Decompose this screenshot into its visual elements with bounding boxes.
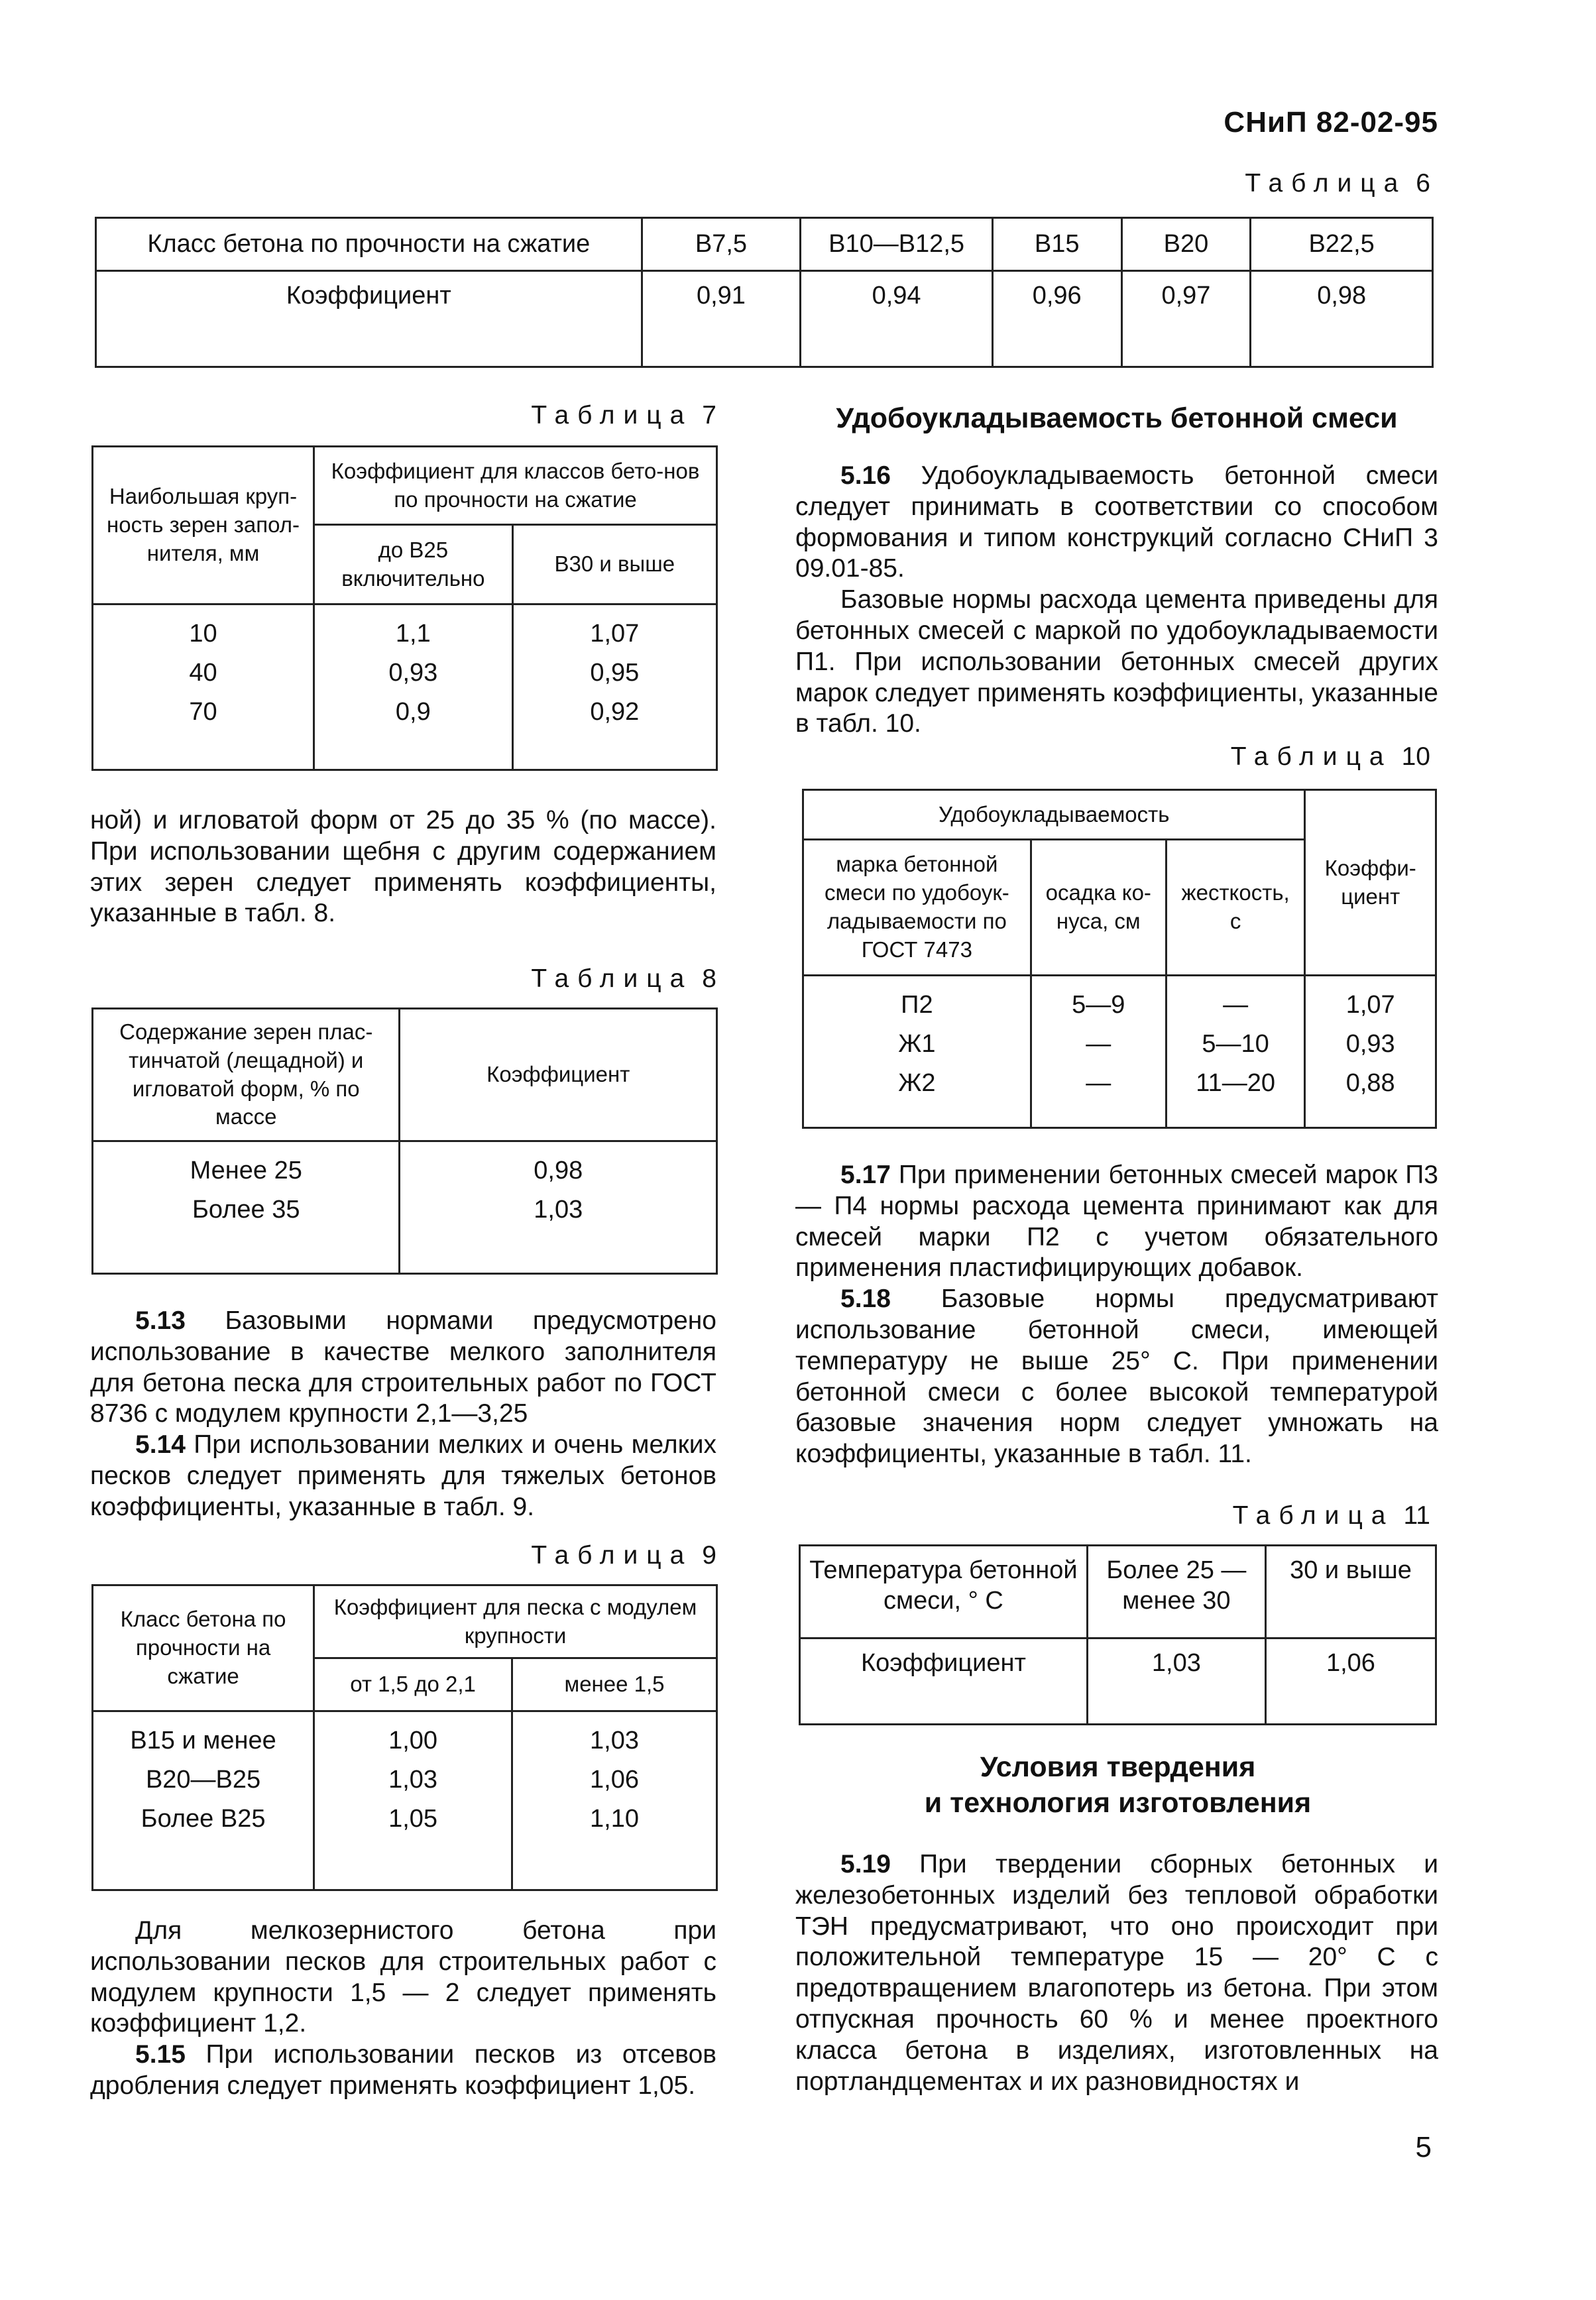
paragraph-group [90, 1306, 716, 1523]
table-9-label [531, 1541, 716, 1570]
table-label-number: 10 [1401, 742, 1430, 771]
section-heading: Удобоукладываемость бетонной смеси [836, 402, 1398, 434]
table-row [800, 1639, 1436, 1725]
paragraph-group [90, 1916, 716, 2102]
table-value: 1,10 [590, 1804, 639, 1833]
table-cell [314, 604, 513, 770]
paragraph [90, 805, 716, 929]
table-value: — [1086, 1029, 1112, 1058]
table-cell: 0,96 [992, 271, 1121, 367]
table-value: 40 [189, 658, 217, 687]
paragraph-text: При твердении сборных бетонных и железобетонных изделий без тепловой обработки ТЭН предусматривают, что оно происходит при положительной температуре 15 — 20° С с предотвращением влагопотерь из бетона. При этом отпускная прочность 60 % и менее проектного класса бетона в изделиях, изготовленных на портландцементах и их разновидностях и [795, 1850, 1438, 2096]
table-value: 1,03 [388, 1765, 438, 1794]
paragraph-number: 5.18 [840, 1285, 891, 1314]
paragraph-5-18 [795, 1284, 1438, 1470]
table-header-cell: менее 1,5 [512, 1658, 717, 1711]
table-header-cell: Коэффициент [400, 1009, 717, 1141]
table-value: 1,07 [590, 620, 640, 648]
table-value: В15 и менее [130, 1727, 276, 1754]
table-header-cell: Содержание зерен плас-тинчатой (лещадной) и игловатой форм, % по массе [93, 1009, 400, 1141]
paragraph-group [795, 461, 1438, 740]
table-11 [799, 1544, 1437, 1725]
table-row [93, 1585, 717, 1658]
table-row [803, 976, 1436, 1128]
table-cell: 1,03 [1087, 1639, 1265, 1725]
table-label-number: 8 [702, 964, 716, 993]
table-header-cell: Коэффи-циент [1305, 790, 1436, 976]
table-header-cell: В30 и выше [512, 525, 716, 604]
table-cell [1166, 976, 1305, 1128]
table-header-cell: Класс бетона по прочности на сжатие [93, 1585, 314, 1711]
table-value: 70 [189, 697, 217, 726]
table-header-cell: Более 25 — менее 30 [1087, 1546, 1265, 1639]
table-label-number: 6 [1416, 169, 1430, 198]
table-row [93, 1711, 717, 1890]
table-cell [1031, 976, 1166, 1128]
table-cell [512, 604, 716, 770]
table-label-number: 7 [702, 401, 716, 430]
table-value: 0,88 [1345, 1068, 1395, 1097]
table-value: 1,03 [534, 1195, 583, 1224]
table-value: В20—В25 [145, 1765, 261, 1794]
table-header-cell: Коэффициент для песка с модулем крупности [314, 1585, 717, 1658]
paragraph-group [795, 1160, 1438, 1470]
paragraph-group [795, 1849, 1438, 2097]
paragraph-text: Удобоукладываемость бетонной смеси следует принимать в соответствии со способом формования и типом конструкций согласно СНиП 3 09.01-85. [795, 461, 1438, 583]
table-8-label [531, 964, 716, 994]
table-value: Более В25 [141, 1804, 266, 1833]
paragraph-number: 5.19 [840, 1850, 891, 1878]
table-label-word: Таблица [1232, 1501, 1395, 1530]
table-cell [512, 1711, 717, 1890]
paragraph-text: При использовании мелких и очень мелких песков следует применять для тяжелых бетонов коэффициенты, указанные в табл. 9. [90, 1430, 716, 1521]
table-value: 1,06 [590, 1765, 639, 1794]
table-header-cell: 30 и выше [1265, 1546, 1436, 1639]
document-code: СНиП 82-02-95 [1224, 106, 1438, 139]
table-value: 1,1 [395, 620, 431, 648]
table-cell: В22,5 [1251, 218, 1433, 271]
paragraph-text: Базовыми нормами предусмотрено использование в качестве мелкого заполнителя для бетона песка для строительных работ по ГОСТ 8736 с модулем крупности 2,1—3,25 [90, 1306, 716, 1428]
table-row [93, 447, 717, 525]
paragraph-number: 5.17 [840, 1161, 891, 1189]
table-label-number: 11 [1403, 1501, 1430, 1530]
table-header-cell: до В25 включительно [314, 525, 513, 604]
table-header-cell: от 1,5 до 2,1 [314, 1658, 512, 1711]
table-header-cell: Коэффициент для классов бето-нов по прочности на сжатие [314, 447, 717, 525]
table-value: 0,93 [388, 658, 438, 687]
table-6 [95, 217, 1434, 368]
paragraph-5-19 [795, 1849, 1438, 2097]
paragraph: Для мелкозернистого бетона при использовании песков для строительных работ с модулем крупности 1,5 — 2 следует применять коэффициент 1,2. [90, 1916, 716, 2038]
table-11-label [1233, 1501, 1430, 1530]
table-cell: В15 [992, 218, 1121, 271]
paragraph-number: 5.14 [135, 1430, 186, 1460]
table-value: 0,9 [395, 697, 431, 726]
paragraph-number: 5.16 [840, 461, 891, 490]
table-value: 1,07 [1345, 991, 1395, 1019]
table-value: — [1223, 991, 1249, 1019]
table-value: Ж2 [898, 1068, 936, 1097]
paragraph-number: 5.13 [135, 1306, 186, 1335]
table-value: Более 35 [192, 1195, 300, 1224]
table-row [803, 790, 1436, 840]
paragraph-text: При использовании песков из отсевов дробления следует применять коэффициент 1,05. [90, 2040, 716, 2100]
paragraph-text: ной) и игловатой форм от 25 до 35 % (по массе). При использовании щебня с другим содержанием этих зерен следует применять коэффициенты, указанные в табл. 8. [90, 806, 716, 928]
table-7 [91, 445, 718, 771]
table-value: 0,95 [590, 658, 640, 687]
table-cell: 0,98 [1251, 271, 1433, 367]
table-10 [802, 789, 1437, 1129]
paragraph-5-14 [90, 1430, 716, 1523]
paragraph-5-15 [90, 2040, 716, 2102]
table-row [96, 218, 1433, 271]
table-value: 10 [189, 620, 217, 648]
table-header-cell: Наибольшая круп-ность зерен запол-нителя, мм [93, 447, 314, 604]
table-row [93, 604, 717, 770]
table-label-word: Таблица [531, 1541, 693, 1570]
table-cell [803, 976, 1031, 1128]
table-cell: 1,06 [1265, 1639, 1436, 1725]
table-header-cell: Удобоукладываемость [803, 790, 1305, 840]
table-header-cell: осадка ко-нуса, см [1031, 840, 1166, 976]
table-value: 1,03 [590, 1727, 639, 1754]
table-cell: Коэффициент [800, 1639, 1088, 1725]
table-cell [1305, 976, 1436, 1128]
paragraph-5-17 [795, 1160, 1438, 1284]
paragraph-5-16 [795, 461, 1438, 585]
table-label-word: Таблица [531, 401, 693, 430]
heading-line: и технология изготовления [924, 1786, 1312, 1819]
table-cell: Класс бетона по прочности на сжатие [96, 218, 642, 271]
table-cell: 0,97 [1121, 271, 1251, 367]
table-header-cell: Температура бетонной смеси, ° С [800, 1546, 1088, 1639]
table-label-word: Таблица [531, 964, 693, 993]
table-value: 11—20 [1196, 1068, 1275, 1097]
table-value: — [1086, 1068, 1112, 1097]
table-value: 0,92 [590, 697, 640, 726]
table-cell [93, 604, 314, 770]
table-9 [91, 1584, 718, 1891]
table-cell [93, 1141, 400, 1274]
table-6-label [1245, 169, 1430, 198]
table-value: Менее 25 [190, 1157, 302, 1184]
table-value: 5—10 [1202, 1029, 1269, 1058]
paragraph-number: 5.15 [135, 2040, 186, 2069]
table-cell: 0,94 [801, 271, 993, 367]
page-number: 5 [1415, 2131, 1432, 2163]
table-row [800, 1546, 1436, 1639]
table-value: 5—9 [1072, 991, 1125, 1019]
table-cell: В20 [1121, 218, 1251, 271]
table-7-label [531, 401, 716, 430]
table-value: 0,98 [534, 1157, 583, 1184]
table-cell: Коэффициент [96, 271, 642, 367]
table-10-label [1231, 742, 1430, 772]
table-label-number: 9 [702, 1541, 716, 1570]
table-cell: 0,91 [642, 271, 801, 367]
table-row [93, 1141, 717, 1274]
table-cell: В7,5 [642, 218, 801, 271]
table-cell [314, 1711, 512, 1890]
table-row [93, 1009, 717, 1141]
table-value: 1,05 [388, 1804, 438, 1833]
section-heading [799, 1750, 1437, 1821]
paragraph: Базовые нормы расхода цемента приведены для бетонных смесей с маркой по удобоукладываемости П1. При использовании бетонных смесей других марок следует применять коэффициенты, указанные в табл. 10. [795, 585, 1438, 738]
table-value: 0,93 [1345, 1029, 1395, 1058]
table-8 [91, 1007, 718, 1275]
table-header-cell: жесткость, с [1166, 840, 1305, 976]
paragraph-5-13 [90, 1306, 716, 1430]
table-value: Ж1 [898, 1029, 936, 1058]
table-header-cell: марка бетонной смеси по удобоук-ладываемости по ГОСТ 7473 [803, 840, 1031, 976]
paragraph-text: Базовые нормы предусматривают использование бетонной смеси, имеющей температуру не выше 25° С. При применении бетонной смеси с более высокой температурой базовые значения норм следует умножать на коэффициенты, указанные в табл. 11. [795, 1285, 1438, 1469]
table-label-word: Таблица [1230, 742, 1393, 771]
table-label-word: Таблица [1245, 169, 1407, 198]
table-value: П2 [901, 991, 933, 1019]
table-cell [400, 1141, 717, 1274]
table-cell: В10—В12,5 [801, 218, 993, 271]
table-row [96, 271, 1433, 367]
table-value: 1,00 [388, 1727, 438, 1754]
paragraph-text: При применении бетонных смесей марок П3 — П4 нормы расхода цемента принимают как для смесей марки П2 с учетом обязательного применения пластифицирующих добавок. [795, 1161, 1438, 1283]
table-cell [93, 1711, 314, 1890]
heading-line: Условия твердения [980, 1751, 1256, 1783]
